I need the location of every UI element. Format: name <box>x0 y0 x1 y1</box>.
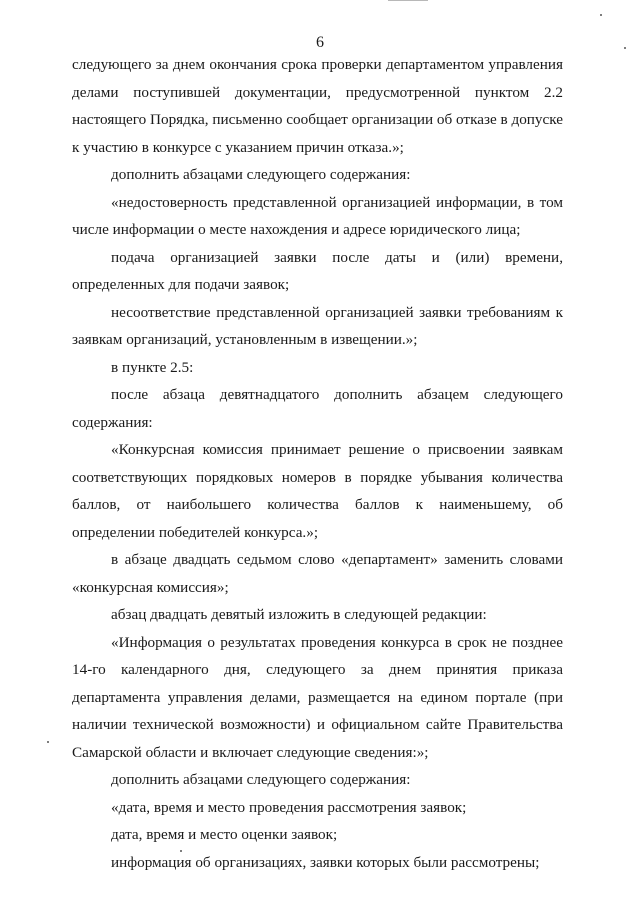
paragraph: информация об организациях, заявки которых были рассмотрены; <box>111 853 540 871</box>
paragraph: абзац двадцать девятый изложить в следующей редакции: <box>111 606 487 623</box>
paragraph: в абзаце двадцать седьмом слово «департамент» заменить словами «конкурсная комиссия»; <box>72 551 563 596</box>
page-number: 6 <box>316 34 324 51</box>
paragraph: несоответствие представленной организацией заявки требованиям к заявкам организаций, установленным в извещении.»; <box>72 303 563 348</box>
paragraph: дополнить абзацами следующего содержания: <box>111 771 411 788</box>
paragraph: дополнить абзацами следующего содержания: <box>111 166 411 183</box>
paragraph: «дата, время и место проведения рассмотрения заявок; <box>111 798 467 816</box>
scan-speck <box>600 14 602 16</box>
paragraph: дата, время и место оценки заявок; <box>111 826 338 843</box>
top-rule-line <box>388 0 428 1</box>
paragraph: «недостоверность представленной организацией информации, в том числе информации о месте нахождения и адресе юридического лица; <box>72 193 563 238</box>
paragraph: «Информация о результатах проведения конкурса в срок не позднее 14-го календарного дня, следующего за днем принятия приказа департамента управления делами, размещается на едином портале (при наличии технической возможности) и официальном сайте Правительства Самарской области и включает следующие сведения:»; <box>72 633 563 761</box>
paragraph: следующего за днем окончания срока проверки департаментом управления делами поступившей документации, предусмотренной пунктом 2.2 настоящего Порядка, письменно сообщает организации об отказе в допуске к участию в конкурсе с указанием причин отказа.»; <box>72 56 563 156</box>
paragraph: «Конкурсная комиссия принимает решение о присвоении заявкам соответствующих порядковых номеров в порядке убывания количества баллов, от наибольшего количества баллов к наименьшему, об определении победителей конкурса.»; <box>72 441 563 541</box>
paragraph: в пункте 2.5: <box>111 358 194 376</box>
paragraph: подача организацией заявки после даты и (или) времени, определенных для подачи заявок; <box>72 248 563 293</box>
paragraph: после абзаца девятнадцатого дополнить абзацем следующего содержания: <box>72 386 563 431</box>
scan-speck <box>47 741 49 743</box>
document-body <box>72 51 563 876</box>
